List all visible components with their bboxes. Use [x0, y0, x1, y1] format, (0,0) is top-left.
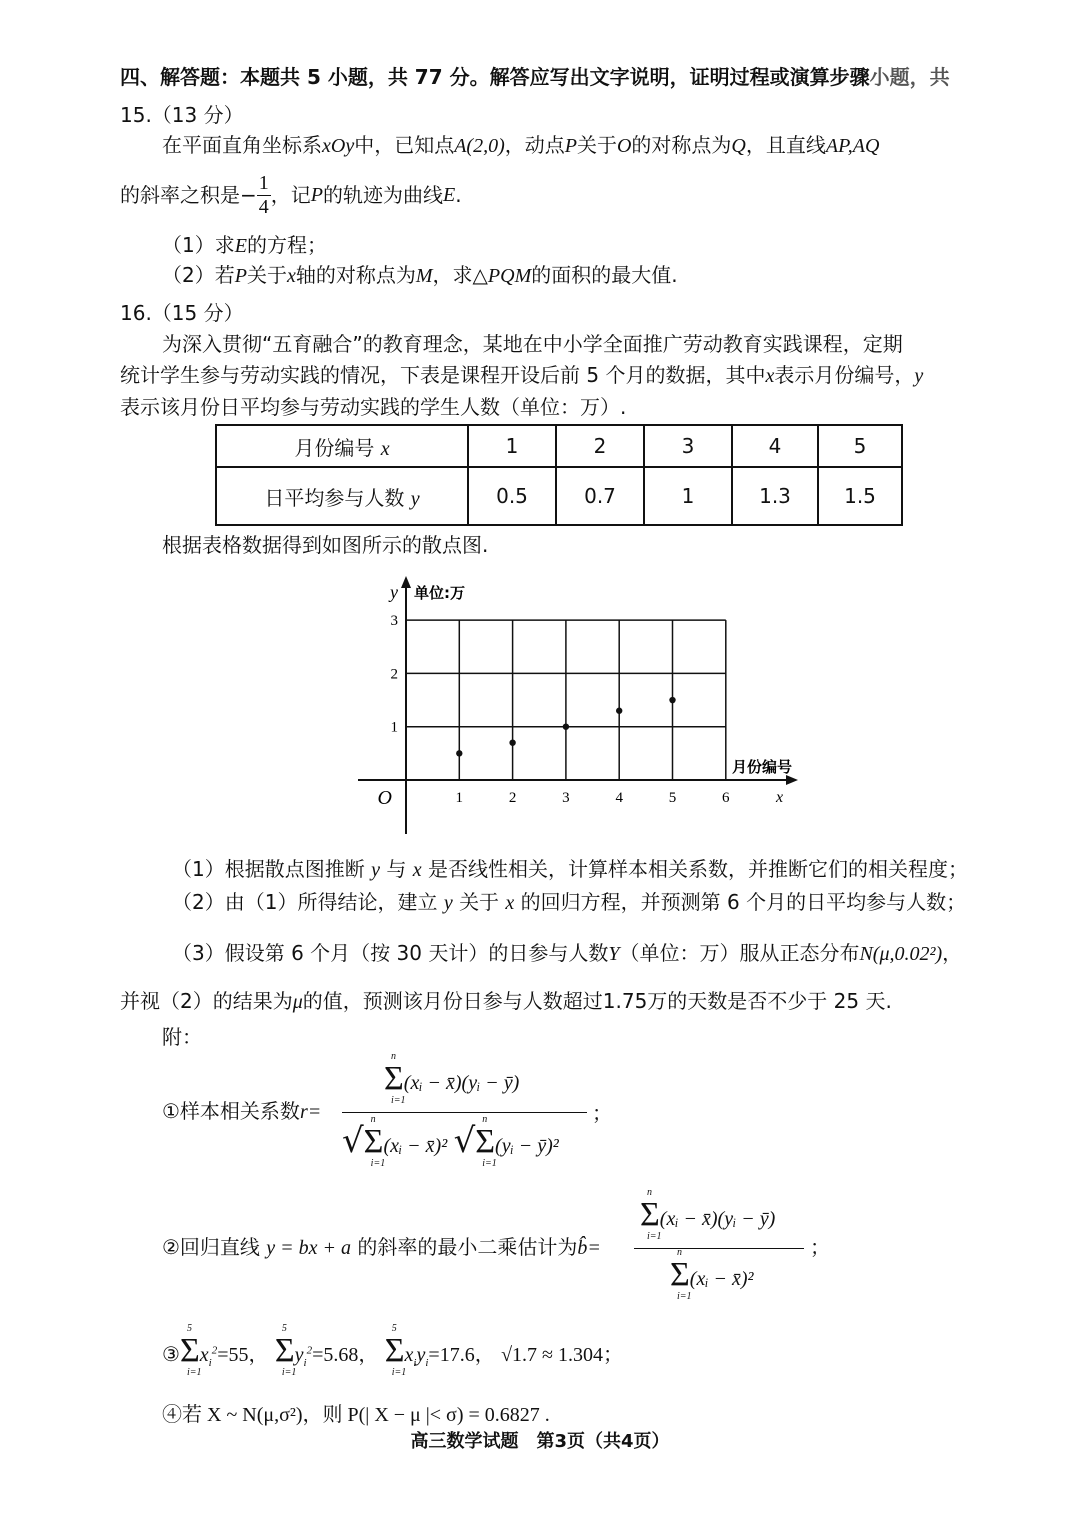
table-cell: 3 [644, 425, 732, 467]
q15-fraction: $\frac{1}{4}$ [258, 172, 269, 218]
y-tick-label: 2 [390, 666, 398, 683]
x-tick-label: 1 [455, 790, 464, 806]
table-cell: 1.3 [732, 467, 818, 525]
table-row [216, 467, 902, 525]
table-cell: 2 [556, 425, 644, 467]
table-cell: 1 [468, 425, 556, 467]
scatter-intro: 根据表格数据得到如图所示的散点图. [162, 533, 489, 557]
q16-number: 16.（15 分） [120, 301, 244, 325]
y-tick-label: 1 [390, 719, 398, 736]
table-cell: 4 [732, 425, 818, 467]
table-row [216, 425, 902, 467]
y-axis-arrow [401, 576, 411, 588]
formula-regression: ②回归直线 y = bx + a 的斜率的最小二乘估计为b̂= Σ n i=1 (xᵢ − x̄)(yᵢ − ȳ) Σ n i=1 (xᵢ − x̄)² ； [162, 1187, 830, 1302]
q16-sub3: （3）假设第 6 个月（按 30 天计）的日参与人数Y（单位：万）服从正态分布N(μ,0.02²)， [172, 941, 963, 965]
x-axis-symbol: x [776, 789, 784, 806]
q16-sub1: （1）根据散点图推断 y 与 x 是否线性相关，计算样本相关系数，并推断它们的相关程度； [172, 857, 968, 881]
x-tick-label: 5 [668, 790, 677, 806]
q16-para-line3: 表示该月份日平均参与劳动实践的学生人数（单位：万）. [120, 395, 627, 419]
q16-para-line2: 统计学生参与劳动实践的情况，下表是课程开设后前 5 个月的数据，其中x表示月份编号，y [120, 363, 924, 387]
x-tick-label: 6 [722, 790, 730, 806]
formula-normal: ④若 X ~ N(μ,σ²)，则 P(| X − μ |< σ) = 0.6827 . [162, 1404, 550, 1426]
data-point [509, 739, 515, 745]
data-point [616, 708, 622, 714]
appendix-label: 附： [162, 1025, 202, 1049]
q16-sub2: （2）由（1）所得结论，建立 y 关于 x 的回归方程，并预测第 6 个月的日平均参与人数； [172, 890, 967, 914]
x-axis-label: 月份编号 [732, 758, 793, 776]
scatter-chart [0, 560, 1080, 860]
x-tick-label: 4 [615, 790, 623, 806]
q15-stem-line2: 的斜率之积是− $\frac{1}{4}$ ，记P的轨迹为曲线E. [120, 172, 462, 218]
data-table [215, 424, 903, 526]
table-cell: 1 [644, 467, 732, 525]
q15-stem-line1: 在平面直角坐标系xOy中，已知点A(2,0)，动点P关于O的对称点为Q，且直线AP,AQ [162, 133, 880, 157]
formula-sums: ③Σ 5 i=1 $x_i^2=55$， Σ 5 i=1 $y_i^2=5.68$， Σ 5 i=1 $x_iy_i=17.6$， √1.7 ≈ 1.304； [162, 1323, 624, 1378]
formula-correlation: ①样本相关系数r= Σ n i=1 (xᵢ − x̄)(yᵢ − ȳ) √Σ n i=1 (xᵢ − x̄)² √Σ n i=1 (yᵢ − ȳ)² ； [162, 1051, 612, 1169]
page-footer: 高三数学试题 第3页（共4页） [410, 1431, 670, 1452]
x-axis-arrow [786, 775, 798, 785]
origin-label: O [377, 787, 392, 809]
table-cell: 0.5 [468, 467, 556, 525]
q16-sub3-line2: 并视（2）的结果为μ的值，预测该月份日参与人数超过1.75万的天数是否不少于 25 天. [120, 989, 892, 1013]
table-header-y: 日平均参与人数 y [216, 467, 468, 525]
table-header-x: 月份编号 x [216, 425, 468, 467]
table-cell: 5 [818, 425, 902, 467]
table-cell: 0.7 [556, 467, 644, 525]
q15-sub2: （2）若P关于x轴的对称点为M，求△PQM的面积的最大值. [162, 263, 678, 287]
data-point [563, 724, 569, 730]
data-point [456, 750, 462, 756]
section-header: 四、解答题：本题共 5 小题，共 77 分。解答应写出文字说明，证明过程或演算步骤小题，共 [120, 65, 950, 89]
y-axis-label: 单位:万 [414, 584, 465, 602]
table-cell: 1.5 [818, 467, 902, 525]
q16-para-line1: 为深入贯彻“五育融合”的教育理念，某地在中小学全面推广劳动教育实践课程，定期 [162, 332, 903, 356]
q15-number: 15.（13 分） [120, 103, 244, 127]
x-tick-label: 3 [562, 790, 570, 806]
data-point [669, 697, 675, 703]
y-tick-label: 3 [390, 613, 398, 630]
x-tick-label: 2 [508, 790, 517, 806]
y-axis-symbol: y [390, 582, 398, 602]
q15-sub1: （1）求E的方程； [162, 233, 327, 257]
